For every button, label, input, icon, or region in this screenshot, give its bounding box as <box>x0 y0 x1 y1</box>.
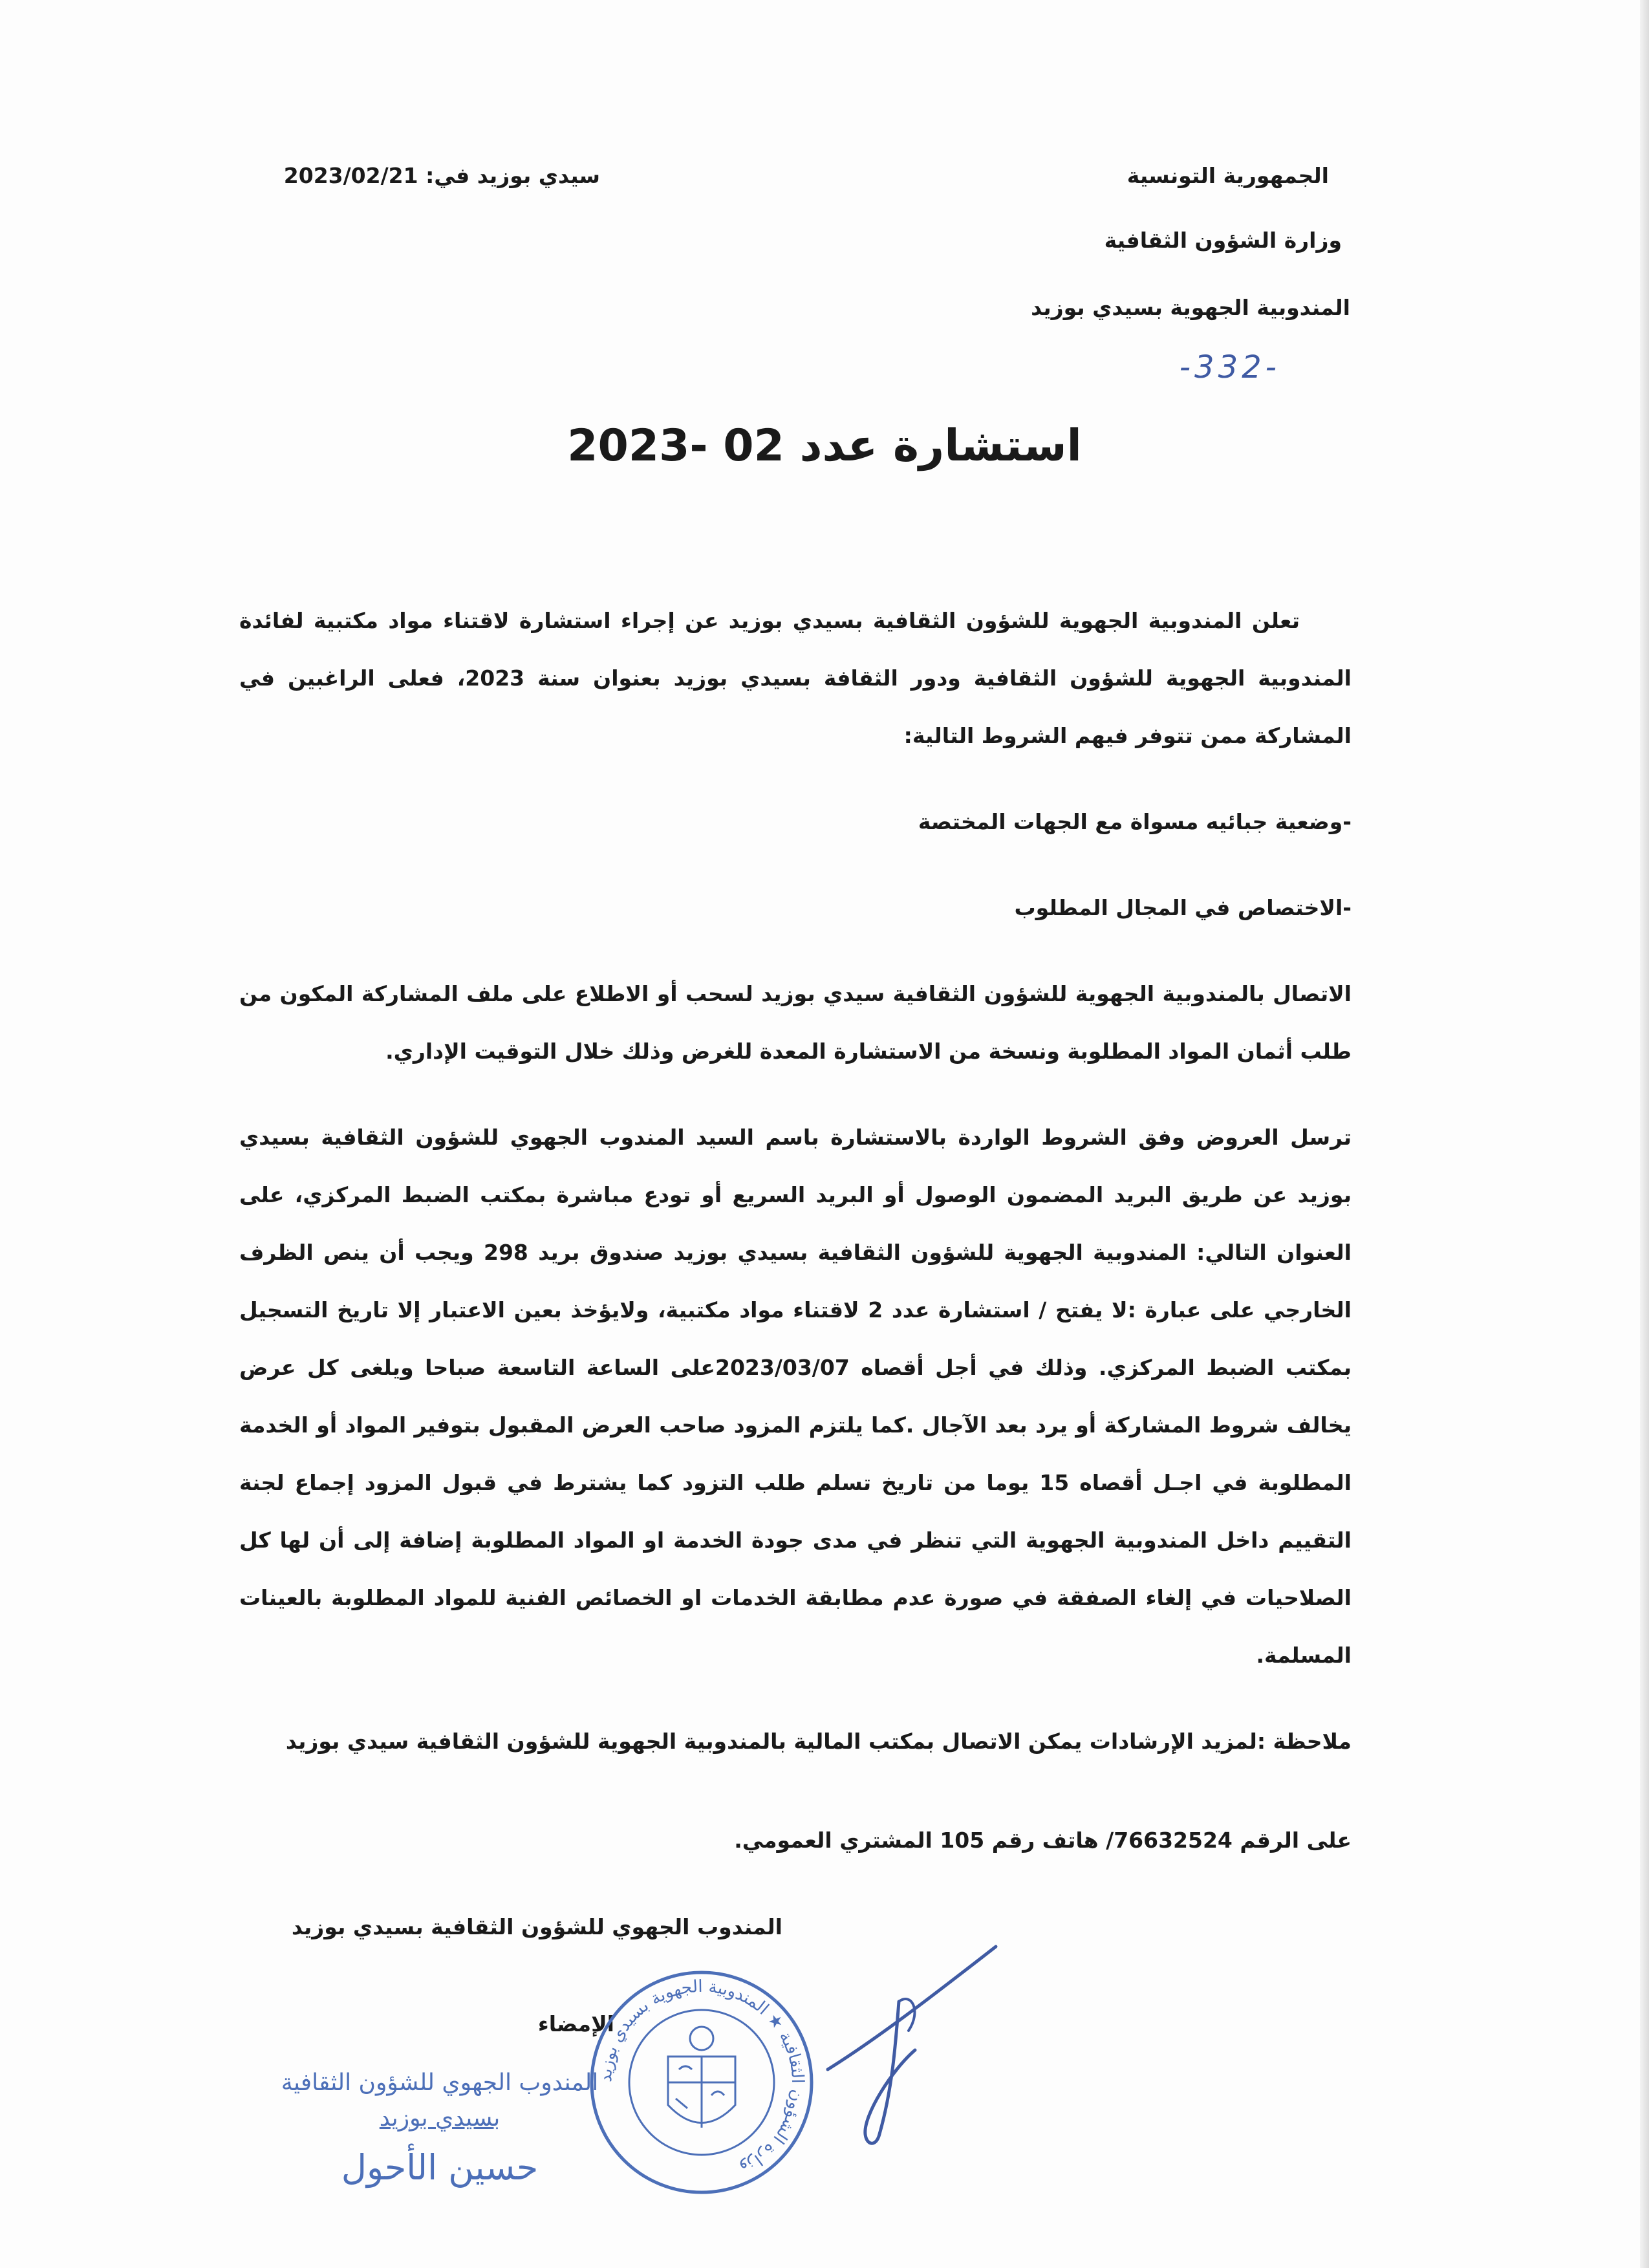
official-stamp <box>259 2057 621 2225</box>
round-seal <box>585 1966 818 2199</box>
scan-edge <box>1640 0 1649 2268</box>
signature-label: الإمضاء <box>537 2011 614 2036</box>
header-delegation: المندوبية الجهوية بسيدي بوزيد <box>1031 295 1350 320</box>
reference-number: -332- <box>1179 349 1280 385</box>
header-republic: الجمهورية التونسية <box>1126 163 1329 188</box>
coat-of-arms-icon <box>668 2027 735 2128</box>
contact-paragraph: الاتصال بالمندوبية الجهوية للشؤون الثقافية سيدي بوزيد لسحب أو الاطلاع على ملف المشاركة المكون من طلب أثمان المواد المطلوبة ونسخة من الاستشارة المعدة للغرض وذلك خلال التوقيت الإداري. <box>239 981 1352 1064</box>
stamp-line-1: المندوب الجهوي للشؤون الثقافية <box>281 2069 599 2096</box>
handwritten-signature <box>802 1940 1009 2154</box>
document-body <box>239 592 1352 1897</box>
place-date: سيدي بوزيد في: 2023/02/21 <box>283 163 600 188</box>
phone-paragraph: على الرقم 76632524/ هاتف رقم 105 المشتري العمومي. <box>734 1828 1352 1853</box>
intro-paragraph: تعلن المندوبية الجهوية للشؤون الثقافية بسيدي بوزيد عن إجراء استشارة لاقتناء مواد مكتبية لفائدة المندوبية الجهوية للشؤون الثقافية ودور الثقافة بسيدي بوزيد بعنوان سنة 2023، فعلى الراغبين في المشاركة ممن تتوفر فيهم الشروط التالية: <box>239 608 1352 748</box>
submission-paragraph: ترسل العروض وفق الشروط الواردة بالاستشارة باسم السيد المندوب الجهوي للشؤون الثقافية بسيدي بوزيد عن طريق البريد المضمون الوصول أو البريد السريع أو تودع مباشرة بمكتب الضبط المركزي، على العنوان التالي: المندوبية الجهوية للشؤون الثقافية بسيدي بوزيد صندوق بريد 298 ويجب أن ينص الظرف الخارجي على عبارة :لا يفتح / استشارة عدد 2 لاقتناء مواد مكتبية، ولايؤخذ بعين الاعتبار إلا تاريخ التسجيل بمكتب الضبط المركزي. وذلك في أجل أقصاه 2023/03/07على الساعة التاسعة صباحا ويلغى كل عرض يخالف شروط المشاركة أو يرد بعد الآجال .كما يلتزم المزود صاحب العرض المقبول بتوفير المواد أو الخدمة المطلوبة في اجـل أقصاه 15 يوما من تاريخ تسلم طلب التزود كما يشترط في قبول المزود إجماع لجنة التقييم داخل المندوبية الجهوية التي تنظر في مدى جودة الخدمة او المواد المطلوبة إضافة إلى أن لها كل الصلاحيات في إلغاء الصفقة في صورة عدم مطابقة الخدمات او الخصائص الفنية للمواد المطلوبة بالعينات المسلمة. <box>239 1125 1352 1668</box>
signer-title: المندوب الجهوي للشؤون الثقافية بسيدي بوزيد <box>291 1914 782 1939</box>
condition-1: -وضعية جبائيه مسواة مع الجهات المختصة <box>918 809 1352 834</box>
seal-text-path: وزارة الشؤون الثقافية ★ المندوبية الجهوية بسيدي بوزيد <box>596 1976 808 2179</box>
condition-2: -الاختصاص في المجال المطلوب <box>1014 895 1352 920</box>
stamp-line-2: بسيدي بوزيد <box>379 2105 501 2132</box>
header-ministry: وزارة الشؤون الثقافية <box>1104 228 1342 253</box>
note-paragraph: ملاحظة :لمزيد الإرشادات يمكن الاتصال بمكتب المالية بالمندوبية الجهوية للشؤون الثقافية سيدي بوزيد <box>285 1729 1352 1754</box>
page-title: استشارة عدد 02 -2023 <box>567 420 1082 471</box>
stamp-name: حسين الأحول <box>341 2147 539 2188</box>
